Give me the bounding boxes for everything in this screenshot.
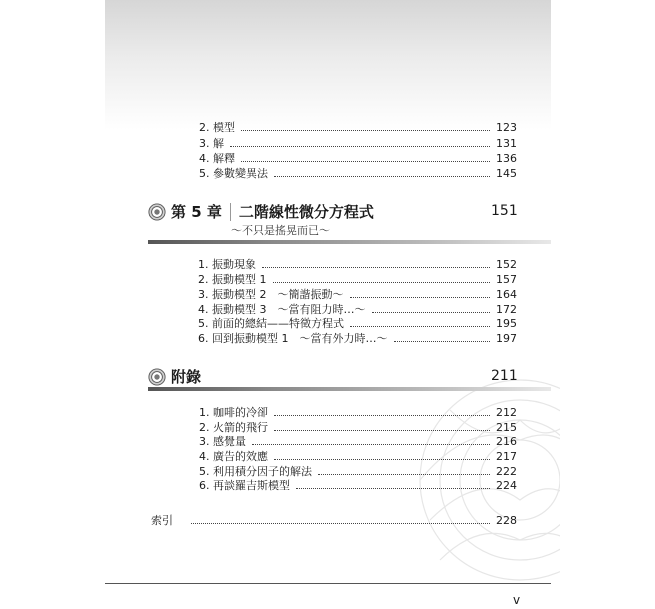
toc-item-label: 2. 火箭的飛行 [199,421,268,434]
dot-leader [274,430,490,431]
toc-item-page: 152 [496,258,517,271]
toc-item-label: 3. 振動模型 2 〜簡諧振動〜 [198,288,344,301]
dot-leader [241,161,490,162]
dot-leader [241,130,490,131]
dot-leader [296,488,490,489]
toc-item-page: 217 [496,450,517,463]
toc-item-page: 136 [496,152,517,165]
dot-leader [230,146,490,147]
index-page: 228 [496,514,517,527]
toc-item[interactable] [199,121,517,135]
toc-item-label: 2. 振動模型 1 [198,273,267,286]
dot-leader [318,474,490,475]
toc-item[interactable] [198,303,517,317]
toc-item[interactable] [198,332,517,346]
dot-leader [274,176,490,177]
toc-item-label: 4. 廣告的效應 [199,450,268,463]
toc-item-page: 145 [496,167,517,180]
toc-item-label: 6. 再談羅吉斯模型 [199,479,290,492]
toc-item-page: 164 [496,288,517,301]
chapter-emblem-icon [148,203,166,221]
toc-item[interactable] [199,406,517,420]
dot-leader [372,312,491,313]
page-folio: v [513,593,521,607]
chapter-subtitle: 〜不只是搖晃而已〜 [231,224,330,237]
appendix-emblem-icon [148,368,166,386]
dot-leader [274,415,490,416]
toc-item[interactable] [198,258,517,272]
toc-item[interactable] [198,317,517,331]
toc-item[interactable] [199,167,517,181]
toc-item-page: 216 [496,435,517,448]
toc-item-label: 4. 解釋 [199,152,235,165]
toc-item-label: 5. 參數變異法 [199,167,268,180]
toc-item[interactable] [199,450,517,464]
toc-item-page: 215 [496,421,517,434]
toc-item-label: 4. 振動模型 3 〜當有阻力時…〜 [198,303,366,316]
chapter-page: 151 [491,203,518,219]
toc-item[interactable] [198,288,517,302]
dot-leader [262,267,490,268]
toc-item-label: 5. 前面的總結——特徵方程式 [198,317,344,330]
index-label: 索引 [151,514,173,527]
dot-leader [252,444,490,445]
toc-item-label: 5. 利用積分因子的解法 [199,465,312,478]
toc-item-page: 123 [496,121,517,134]
toc-item-page: 195 [496,317,517,330]
dot-leader [191,523,490,524]
chapter-number: 第 5 章 [171,203,222,221]
dot-leader [350,297,491,298]
toc-item[interactable] [198,273,517,287]
appendix-heading[interactable] [148,366,201,387]
chapter-5-heading[interactable] [148,201,374,222]
toc-item-page: 212 [496,406,517,419]
dot-leader [274,459,490,460]
toc-item[interactable] [199,137,517,151]
chapter-rule [148,240,551,244]
toc-item[interactable] [199,435,517,449]
toc-item[interactable] [199,421,517,435]
appendix-title: 附錄 [171,368,202,386]
toc-item-page: 197 [496,332,517,345]
appendix-page: 211 [491,368,518,384]
index-entry[interactable] [151,514,517,528]
chapter-divider [230,203,231,221]
footer-rule [105,583,551,584]
toc-item[interactable] [199,152,517,166]
toc-item-page: 222 [496,465,517,478]
header-gradient-band [105,0,551,130]
chapter-title: 二階線性微分方程式 [238,203,374,221]
toc-item-page: 224 [496,479,517,492]
toc-item-page: 157 [496,273,517,286]
toc-item[interactable] [199,465,517,479]
toc-item-page: 131 [496,137,517,150]
dot-leader [394,341,491,342]
toc-item[interactable] [199,479,517,493]
toc-item-label: 1. 咖啡的冷卻 [199,406,268,419]
dot-leader [273,282,491,283]
toc-item-page: 172 [496,303,517,316]
toc-item-label: 6. 回到振動模型 1 〜當有外力時…〜 [198,332,388,345]
appendix-rule [148,387,551,391]
dot-leader [350,326,490,327]
toc-item-label: 3. 解 [199,137,224,150]
toc-item-label: 1. 振動現象 [198,258,256,271]
toc-item-label: 2. 模型 [199,121,235,134]
toc-item-label: 3. 感覺量 [199,435,246,448]
